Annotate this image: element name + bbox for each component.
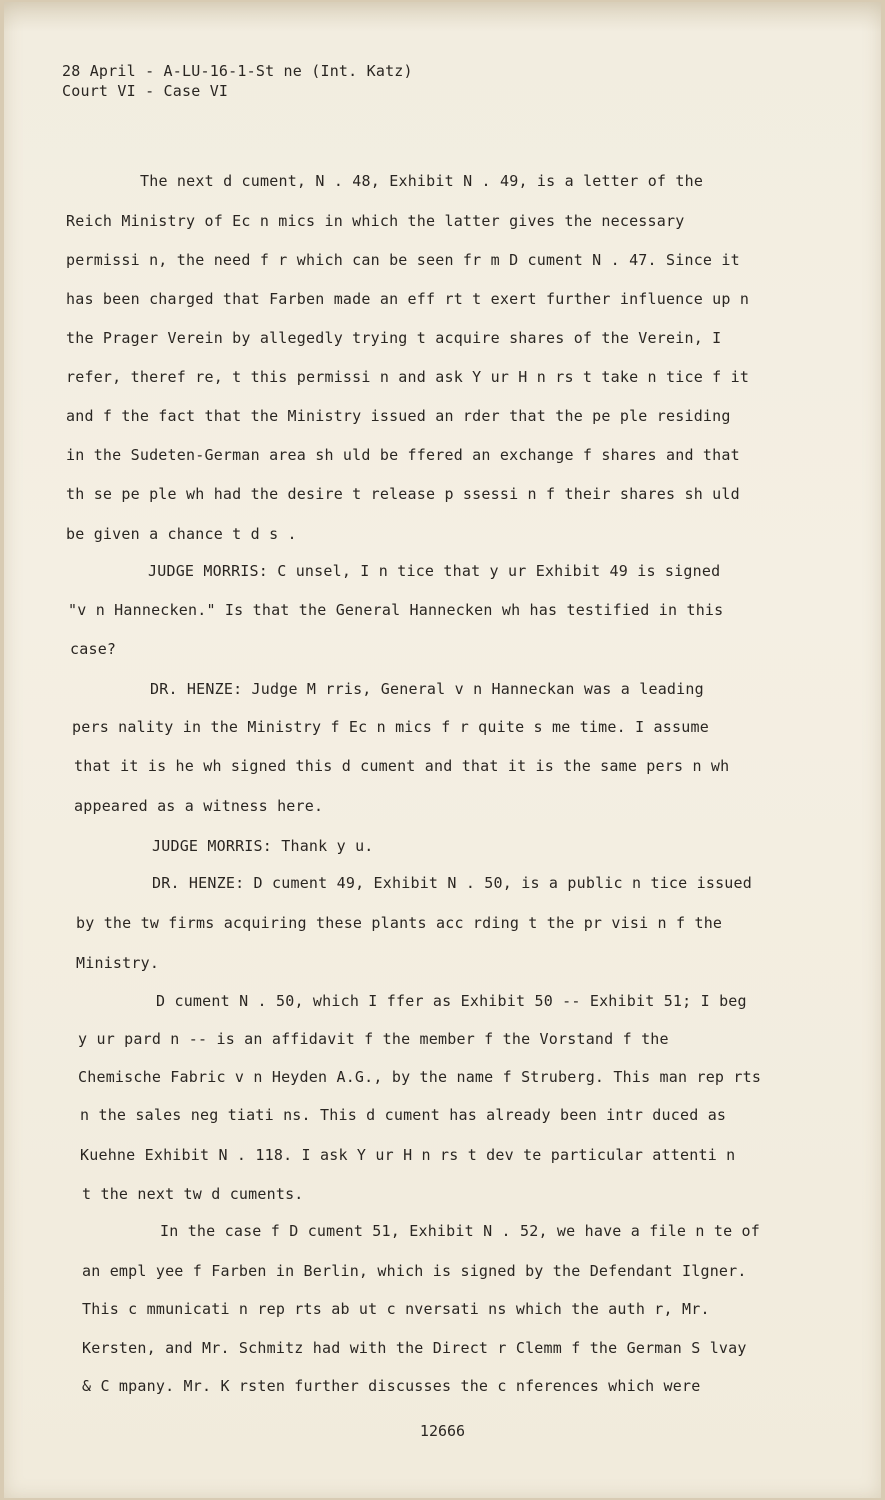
header-line-2: Court VI - Case VI — [62, 82, 229, 100]
body-line: y ur pard n -- is an affidavit f the member f the Vorstand f the — [78, 1030, 669, 1048]
body-line: in the Sudeten-German area sh uld be ffered an exchange f shares and that — [66, 446, 740, 464]
body-line: Reich Ministry of Ec n mics in which the latter gives the necessary — [66, 212, 685, 230]
body-line: has been charged that Farben made an eff rt t exert further influence up n — [66, 290, 750, 308]
body-line: an empl yee f Farben in Berlin, which is signed by the Defendant Ilgner. — [82, 1262, 747, 1280]
body-line: DR. HENZE: Judge M rris, General v n Hanneckan was a leading — [150, 680, 704, 698]
body-line: refer, theref re, t this permissi n and ask Y ur H n rs t take n tice f it — [66, 368, 750, 386]
body-line: JUDGE MORRIS: C unsel, I n tice that y ur Exhibit 49 is signed — [148, 562, 721, 580]
body-line: permissi n, the need f r which can be seen fr m D cument N . 47. Since it — [66, 251, 740, 269]
body-line: case? — [70, 640, 117, 658]
header-line-1: 28 April - A-LU-16-1-St ne (Int. Katz) — [62, 62, 413, 80]
body-line: In the case f D cument 51, Exhibit N . 52, we have a file n te of — [160, 1222, 760, 1240]
body-line: "v n Hannecken." Is that the General Hannecken wh has testified in this — [68, 601, 724, 619]
body-line: This c mmunicati n rep rts ab ut c nversati ns which the auth r, Mr. — [82, 1300, 710, 1318]
body-line: D cument N . 50, which I ffer as Exhibit 50 -- Exhibit 51; I beg — [156, 992, 747, 1010]
body-line: & C mpany. Mr. K rsten further discusses the c nferences which were — [82, 1377, 701, 1395]
body-line: the Prager Verein by allegedly trying t acquire shares of the Verein, I — [66, 329, 722, 347]
body-line: th se pe ple wh had the desire t release p ssessi n f their shares sh uld — [66, 485, 740, 503]
body-line: DR. HENZE: D cument 49, Exhibit N . 50, is a public n tice issued — [152, 874, 752, 892]
body-line: Kersten, and Mr. Schmitz had with the Direct r Clemm f the German S lvay — [82, 1339, 747, 1357]
body-line: JUDGE MORRIS: Thank y u. — [152, 837, 374, 855]
body-line: t the next tw d cuments. — [82, 1185, 304, 1203]
body-line: appeared as a witness here. — [74, 797, 324, 815]
body-line: The next d cument, N . 48, Exhibit N . 49, is a letter of the — [140, 172, 704, 190]
body-line: be given a chance t d s . — [66, 525, 297, 543]
body-line: Ministry. — [76, 954, 160, 972]
body-line: by the tw firms acquiring these plants acc rding t the pr visi n f the — [76, 914, 723, 932]
body-line: Chemische Fabric v n Heyden A.G., by the name f Struberg. This man rep rts — [78, 1068, 762, 1086]
body-line: pers nality in the Ministry f Ec n mics f r quite s me time. I assume — [72, 718, 709, 736]
body-line: that it is he wh signed this d cument and that it is the same pers n wh — [74, 757, 730, 775]
body-line: Kuehne Exhibit N . 118. I ask Y ur H n rs t dev te particular attenti n — [80, 1146, 736, 1164]
body-line: and f the fact that the Ministry issued an rder that the pe ple residing — [66, 407, 731, 425]
document-page — [4, 2, 881, 1498]
body-line: n the sales neg tiati ns. This d cument has already been intr duced as — [80, 1106, 727, 1124]
page-number: 12666 — [419, 1422, 466, 1440]
